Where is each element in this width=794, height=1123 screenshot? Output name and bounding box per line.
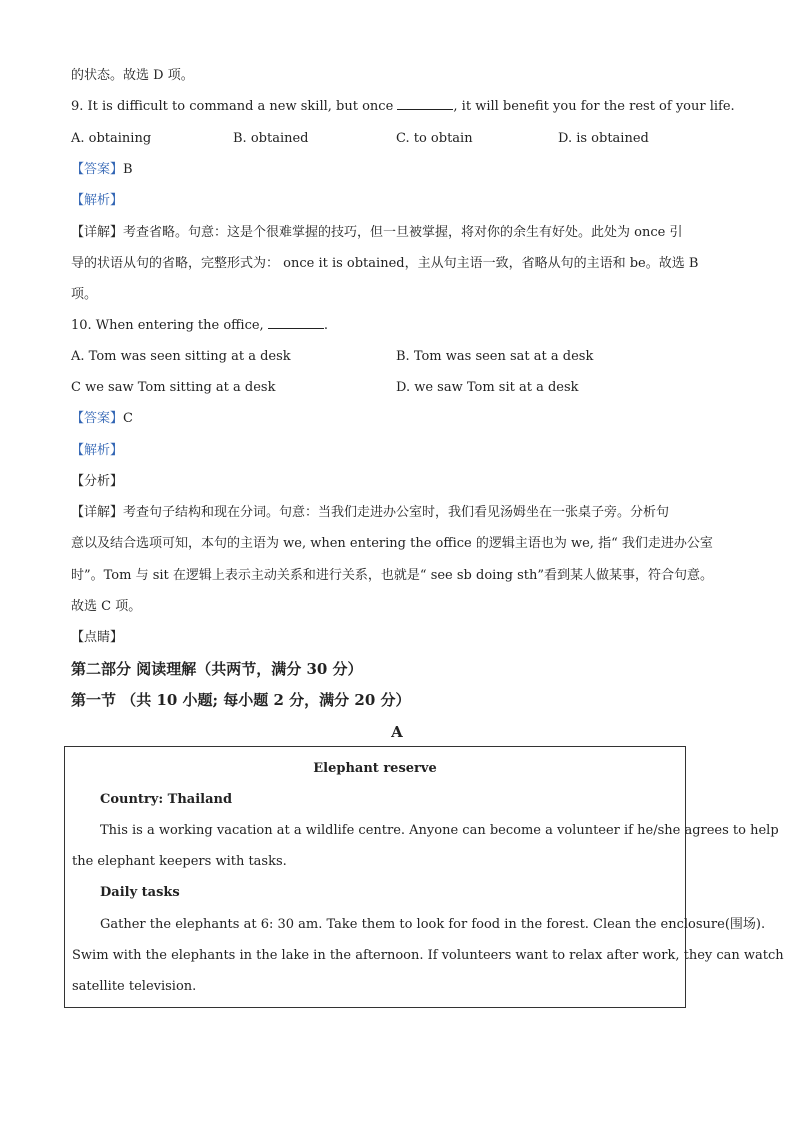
passage-paragraph-line: the elephant keepers with tasks.	[72, 854, 287, 869]
detail-text: 考查省略。句意：这是个很难掌握的技巧，但一旦被掌握，将对你的余生有好处。此处为 once 引	[123, 225, 683, 240]
option-b: B. Tom was seen sat at a desk	[396, 349, 594, 364]
answer-tag: 【答案】	[71, 411, 124, 426]
answer-blank	[397, 97, 453, 110]
question-10-stem: 10. When entering the office,	[71, 318, 264, 333]
detail-explanation-line: 导的状语从句的省略，完整形式为： once it is obtained，主从句主语一致，省略从句的主语和 be。故选 B	[71, 256, 699, 271]
question-9	[71, 97, 735, 117]
analysis-tag: 【解析】	[71, 193, 124, 208]
analysis-tag: 【解析】	[71, 443, 124, 458]
passage-box	[64, 746, 784, 1008]
detail-explanation-line: 时”。Tom 与 sit 在逻辑上表示主动关系和进行关系，也就是“ see sb doing sth”看到某人做某事，符合句意。	[71, 568, 714, 583]
answer-value: C	[123, 411, 133, 426]
answer-value: B	[123, 162, 133, 177]
detail-explanation-line: 项。	[71, 287, 98, 302]
question-10	[71, 316, 328, 336]
option-b: B. obtained	[233, 131, 309, 146]
option-d: D. is obtained	[558, 131, 649, 146]
detail-explanation-line	[71, 503, 669, 523]
question-10-stem-tail: .	[323, 318, 328, 333]
detail-explanation-line: 故选 C 项。	[71, 599, 142, 614]
option-c: C we saw Tom sitting at a desk	[71, 380, 276, 395]
question-9-stem-tail: , it will benefit you for the rest of your life.	[453, 99, 735, 114]
previous-explanation-end: 的状态。故选 D 项。	[71, 68, 194, 83]
passage-subheading: Daily tasks	[100, 885, 180, 900]
passage-paragraph-line: This is a working vacation at a wildlife centre. Anyone can become a volunteer if he/she agrees to help	[100, 823, 779, 838]
answer-row	[71, 409, 133, 429]
option-a: A. obtaining	[71, 131, 152, 146]
answer-blank	[268, 316, 324, 329]
detail-text: 考查句子结构和现在分词。句意：当我们走进办公室时，我们看见汤姆坐在一张桌子旁。分析句	[123, 505, 670, 520]
passage-paragraph-line: Swim with the elephants in the lake in the afternoon. If volunteers want to relax after work, they can watch	[72, 948, 784, 963]
passage-title: Elephant reserve	[313, 761, 437, 776]
option-c: C. to obtain	[396, 131, 473, 146]
detail-tag: 【详解】	[71, 505, 124, 520]
answer-tag: 【答案】	[71, 162, 124, 177]
passage-letter: A	[391, 723, 403, 741]
part-heading: 第二部分 阅读理解（共两节，满分 30 分）	[71, 660, 363, 678]
option-d: D. we saw Tom sit at a desk	[396, 380, 579, 395]
passage-paragraph-line: Gather the elephants at 6: 30 am. Take them to look for food in the forest. Clean the enclosure(围场).	[100, 917, 766, 932]
key-point-tag: 【点睛】	[71, 630, 124, 645]
section-heading: 第一节 （共 10 小题; 每小题 2 分，满分 20 分）	[71, 691, 411, 709]
passage-paragraph-line: satellite television.	[72, 979, 197, 994]
option-a: A. Tom was seen sitting at a desk	[71, 349, 291, 364]
detail-tag: 【详解】	[71, 225, 124, 240]
passage-country: Country: Thailand	[100, 792, 233, 807]
question-9-stem: 9. It is difficult to command a new skill, but once	[71, 99, 394, 114]
detail-explanation-line: 意以及结合选项可知，本句的主语为 we, when entering the office 的逻辑主语也为 we, 指“ 我们走进办公室	[71, 536, 713, 551]
detail-explanation-line	[71, 223, 682, 243]
answer-row	[71, 160, 133, 180]
breakdown-tag: 【分析】	[71, 474, 124, 489]
